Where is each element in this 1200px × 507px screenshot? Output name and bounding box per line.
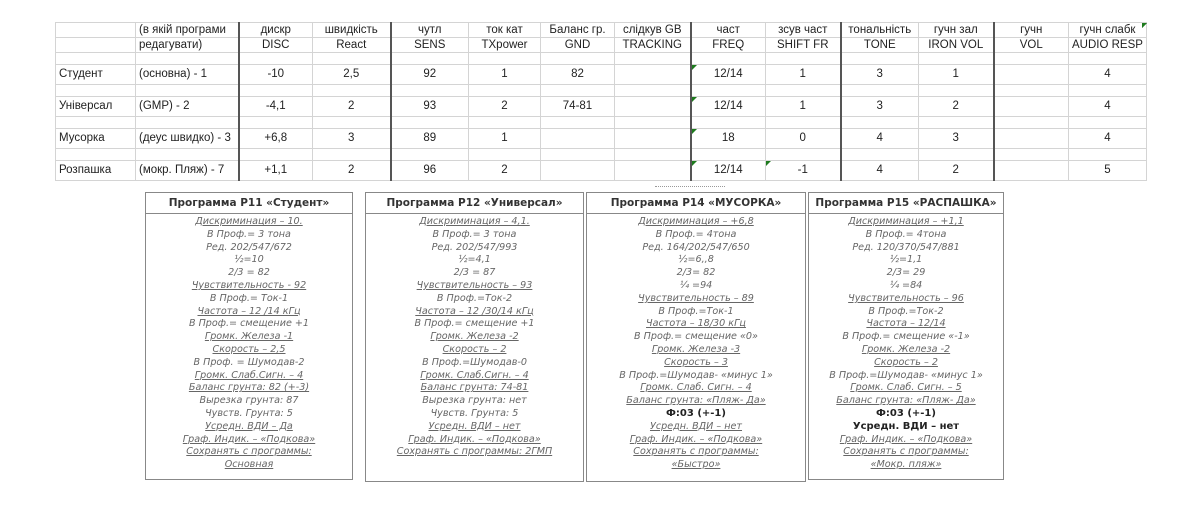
setting-line: В Проф.= Ток-1 [209, 292, 289, 304]
cell[interactable] [1069, 149, 1147, 161]
setting-line: 2/3 = 87 [453, 267, 496, 279]
setting-line: Дискриминация – 10. [195, 216, 303, 227]
cell[interactable] [56, 23, 136, 38]
setting-line: 2/3= 29 [886, 267, 926, 279]
setting-line: Чувствительность – 89 [638, 292, 754, 304]
cell[interactable] [615, 85, 691, 97]
setting-line: ½=6,,8 [678, 254, 714, 266]
setting-line: ¼ =84 [889, 279, 923, 291]
cell[interactable]: 4 [1069, 65, 1147, 85]
setting-line: Частота – 12 /14 кГц [197, 305, 301, 317]
cell[interactable] [615, 117, 691, 129]
cell[interactable]: 4 [841, 161, 919, 181]
cell[interactable] [541, 117, 615, 129]
cell[interactable]: -1 [766, 161, 841, 181]
cell[interactable]: 0 [766, 129, 841, 149]
cell[interactable]: TRACKING [615, 38, 691, 53]
table-row [56, 65, 1147, 85]
setting-line: Дискриминация – +6,8 [638, 216, 754, 227]
blank-row [56, 53, 1147, 65]
cell[interactable]: 18 [691, 129, 766, 149]
setting-line: Чувств. Грунта: 5 [205, 407, 293, 419]
cell[interactable] [691, 149, 766, 161]
setting-line: В Проф.= смещение +1 [414, 318, 535, 330]
program-card-p15 [808, 192, 1004, 480]
cell[interactable]: SENS [391, 38, 469, 53]
setting-line: Громк. Слаб. Сигн. – 4 [640, 382, 752, 394]
cell[interactable]: -10 [239, 65, 313, 85]
cell[interactable] [56, 38, 136, 53]
cell[interactable]: гучн слабк [1069, 23, 1147, 38]
blank-row [56, 85, 1147, 97]
setting-line: Ред. 164/202/547/650 [642, 241, 750, 253]
cell[interactable]: гучн зал [919, 23, 994, 38]
cell[interactable]: (деус швидко) - 3 [136, 129, 239, 149]
cell[interactable]: част [691, 23, 766, 38]
cell[interactable]: TONE [841, 38, 919, 53]
cell[interactable] [766, 85, 841, 97]
cell[interactable] [994, 53, 1069, 65]
cell[interactable]: 1 [919, 65, 994, 85]
cell[interactable] [313, 53, 391, 65]
cell[interactable]: чутл [391, 23, 469, 38]
setting-line: Ред. 202/547/993 [431, 241, 518, 253]
setting-line: В Проф.=Шумодав- «минус 1» [619, 369, 773, 381]
cell[interactable]: Розпашка [56, 161, 136, 181]
setting-line: Скорость – 2,5 [212, 343, 286, 355]
cell[interactable] [994, 149, 1069, 161]
setting-line: Ф:03 (+-1) [666, 407, 726, 419]
cell[interactable]: DISC [239, 38, 313, 53]
cell[interactable]: (в якій програми [136, 23, 239, 38]
setting-line: Частота – 12 /30/14 кГц [415, 305, 534, 317]
cell[interactable]: 1 [766, 97, 841, 117]
setting-line: Баланс грунта: 82 (+-3) [188, 382, 310, 394]
cell[interactable] [541, 161, 615, 181]
cell[interactable]: 1 [766, 65, 841, 85]
cell[interactable] [919, 149, 994, 161]
cell[interactable] [919, 117, 994, 129]
cell[interactable] [469, 117, 541, 129]
setting-line: Дискриминация – 4,1. [419, 216, 530, 227]
setting-line: Вырезка грунта: 87 [199, 395, 299, 407]
setting-line: В Проф.= 3 тона [432, 228, 517, 240]
cell[interactable] [239, 149, 313, 161]
cell[interactable]: ток кат [469, 23, 541, 38]
setting-line: Чувствительность - 92 [191, 279, 307, 291]
setting-line: Громк. Железа -1 [204, 331, 294, 343]
setting-line: Усредн. ВДИ – нет [428, 420, 521, 432]
cell[interactable]: 2 [469, 161, 541, 181]
cell[interactable] [994, 129, 1069, 149]
cell[interactable]: гучн [994, 23, 1069, 38]
cell[interactable] [136, 53, 239, 65]
cell[interactable]: швидкість [313, 23, 391, 38]
cell[interactable]: 3 [313, 129, 391, 149]
cell[interactable] [469, 149, 541, 161]
setting-line: Громк. Железа -2 [861, 343, 951, 355]
cell[interactable]: тональність [841, 23, 919, 38]
card-body [146, 214, 352, 472]
cell[interactable] [994, 97, 1069, 117]
setting-line: Вырезка грунта: нет [422, 395, 527, 407]
cell[interactable]: (мокр. Пляж) - 7 [136, 161, 239, 181]
setting-line: ½=4,1 [458, 254, 491, 266]
cell[interactable]: 2,5 [313, 65, 391, 85]
cell[interactable] [136, 117, 239, 129]
setting-line: Чувствительность – 93 [416, 279, 533, 291]
cell[interactable] [56, 53, 136, 65]
setting-line: В Проф.= смещение «0» [634, 331, 758, 343]
cell[interactable]: 2 [919, 161, 994, 181]
cell[interactable] [541, 53, 615, 65]
cell[interactable] [766, 53, 841, 65]
cell[interactable] [1069, 53, 1147, 65]
cell[interactable] [691, 117, 766, 129]
setting-line: Громк. Слаб.Сигн. – 4 [194, 369, 304, 381]
cell[interactable]: 4 [1069, 129, 1147, 149]
cell[interactable]: 12/14 [691, 161, 766, 181]
blank-row [56, 149, 1147, 161]
cell[interactable]: 4 [1069, 97, 1147, 117]
cell[interactable]: редагувати) [136, 38, 239, 53]
setting-line: Громк. Железа -3 [651, 343, 741, 355]
cell[interactable]: 89 [391, 129, 469, 149]
card-body [366, 214, 583, 459]
cell[interactable] [136, 149, 239, 161]
cell[interactable] [391, 85, 469, 97]
cell[interactable] [391, 53, 469, 65]
cell[interactable]: React [313, 38, 391, 53]
cell[interactable] [56, 117, 136, 129]
cell[interactable]: Студент [56, 65, 136, 85]
settings-spreadsheet [55, 22, 1147, 181]
program-card-p12 [365, 192, 584, 482]
cell[interactable]: GND [541, 38, 615, 53]
cell[interactable] [919, 85, 994, 97]
cell[interactable] [239, 117, 313, 129]
setting-line: В Проф. = Шумодав-2 [193, 356, 305, 368]
cell[interactable]: 2 [469, 97, 541, 117]
setting-line: ½=10 [234, 254, 264, 266]
setting-line: Громк. Железа -2 [430, 331, 519, 343]
cell[interactable] [766, 149, 841, 161]
setting-line: Скорость – 2 [442, 343, 507, 355]
table-row [56, 161, 1147, 181]
setting-line: 2/3 = 82 [228, 267, 270, 279]
cell[interactable] [615, 129, 691, 149]
cell[interactable]: SHIFT FR [766, 38, 841, 53]
cell[interactable] [541, 149, 615, 161]
setting-line: В Проф.=Ток-2 [868, 305, 944, 317]
cell[interactable]: 3 [841, 65, 919, 85]
setting-line: Основная [224, 459, 274, 471]
setting-line: Скорость – 3 [664, 356, 728, 368]
card-title: Программа Р11 «Студент» [146, 193, 352, 214]
setting-line: «Быстро» [671, 459, 721, 471]
setting-line: Граф. Индик. – «Подкова» [408, 433, 541, 445]
card-title: Программа Р15 «РАСПАШКА» [809, 193, 1003, 214]
setting-line: Сохранять с программы: [843, 446, 969, 458]
program-card-p11 [145, 192, 353, 480]
setting-line: Граф. Индик. – «Подкова» [839, 433, 973, 445]
cell[interactable]: 74-81 [541, 97, 615, 117]
cell[interactable]: IRON VOL [919, 38, 994, 53]
header-row [56, 38, 1147, 53]
table-row [56, 129, 1147, 149]
cell[interactable] [766, 117, 841, 129]
cell[interactable] [994, 85, 1069, 97]
setting-line: ½=1,1 [889, 254, 923, 266]
cell[interactable] [691, 85, 766, 97]
cell[interactable]: слідкув GB [615, 23, 691, 38]
card-body [809, 214, 1003, 472]
cell[interactable] [615, 149, 691, 161]
cell[interactable] [56, 85, 136, 97]
cell[interactable] [313, 117, 391, 129]
cell[interactable] [615, 65, 691, 85]
cell[interactable]: 92 [391, 65, 469, 85]
cell[interactable] [615, 97, 691, 117]
setting-line: Граф. Индик. – «Подкова» [629, 433, 763, 445]
cell[interactable]: 1 [469, 65, 541, 85]
setting-line: Баланс грунта: «Пляж- Да» [626, 395, 766, 407]
cell[interactable] [239, 85, 313, 97]
setting-line: Частота – 18/30 кГц [646, 318, 746, 330]
setting-line: Чувств. Грунта: 5 [430, 407, 519, 419]
cell[interactable]: +1,1 [239, 161, 313, 181]
setting-line: Усредн. ВДИ – Да [205, 420, 293, 432]
cell[interactable]: Універсал [56, 97, 136, 117]
setting-line: В Проф.= смещение «-1» [842, 331, 970, 343]
cell[interactable]: Баланс гр. [541, 23, 615, 38]
cell[interactable]: TXpower [469, 38, 541, 53]
setting-line: Ред. 202/547/672 [206, 241, 292, 253]
cell[interactable]: 96 [391, 161, 469, 181]
cell[interactable] [841, 85, 919, 97]
cell[interactable] [469, 85, 541, 97]
cell[interactable] [841, 149, 919, 161]
setting-line: Баланс грунта: 74-81 [420, 382, 529, 394]
cell[interactable] [691, 53, 766, 65]
cell[interactable]: 3 [841, 97, 919, 117]
cell[interactable] [994, 65, 1069, 85]
setting-line: Громк. Слаб. Сигн. – 5 [850, 382, 962, 394]
cell[interactable] [994, 161, 1069, 181]
setting-line: Усредн. ВДИ – нет [649, 420, 743, 432]
setting-line: В Проф.= 4тона [655, 228, 737, 240]
cell[interactable]: VOL [994, 38, 1069, 53]
setting-line: В Проф.=Ток-2 [436, 292, 513, 304]
setting-line: Граф. Индик. – «Подкова» [182, 433, 316, 445]
cell[interactable]: зсув част [766, 23, 841, 38]
setting-line: Скорость – 2 [874, 356, 938, 368]
setting-line: В Проф.=Ток-1 [658, 305, 734, 317]
setting-line: ¼ =94 [679, 279, 713, 291]
card-title: Программа Р14 «МУСОРКА» [587, 193, 805, 214]
cell[interactable]: 82 [541, 65, 615, 85]
cell[interactable] [469, 53, 541, 65]
cell[interactable] [541, 85, 615, 97]
blank-row [56, 117, 1147, 129]
cell[interactable] [841, 53, 919, 65]
setting-line: Сохранять с программы: 2ГМП [396, 446, 553, 458]
cell[interactable] [313, 149, 391, 161]
cell[interactable]: -4,1 [239, 97, 313, 117]
cell[interactable]: +6,8 [239, 129, 313, 149]
setting-line: Сохранять с программы: [186, 446, 312, 458]
cell[interactable]: Мусорка [56, 129, 136, 149]
cell[interactable] [391, 117, 469, 129]
cell[interactable] [1069, 117, 1147, 129]
table-row [56, 97, 1147, 117]
setting-line: Усредн. ВДИ – нет [852, 420, 960, 432]
setting-line: Дискриминация – +1,1 [848, 216, 964, 227]
cell[interactable]: 2 [313, 97, 391, 117]
cell[interactable]: дискр [239, 23, 313, 38]
setting-line: Чувствительность – 96 [848, 292, 964, 304]
cell[interactable]: 12/14 [691, 65, 766, 85]
cell[interactable]: 93 [391, 97, 469, 117]
cell[interactable] [919, 53, 994, 65]
setting-line: «Мокр. пляж» [870, 459, 942, 471]
cell[interactable] [615, 53, 691, 65]
header-row [56, 23, 1147, 38]
setting-line: В Проф.=Шумодав-0 [422, 356, 527, 368]
setting-line: Ф:03 (+-1) [876, 407, 936, 419]
setting-line: Баланс грунта: «Пляж- Да» [836, 395, 976, 407]
cell[interactable] [56, 149, 136, 161]
cell[interactable] [313, 85, 391, 97]
setting-line: В Проф.= смещение +1 [188, 318, 310, 330]
card-body [587, 214, 805, 472]
cell[interactable]: 5 [1069, 161, 1147, 181]
setting-line: 2/3= 82 [676, 267, 716, 279]
cell[interactable] [136, 85, 239, 97]
setting-line: Сохранять с программы: [633, 446, 759, 458]
setting-line: Частота – 12/14 [866, 318, 946, 330]
cell[interactable]: FREQ [691, 38, 766, 53]
cell[interactable]: 4 [841, 129, 919, 149]
cell[interactable] [541, 129, 615, 149]
card-title: Программа Р12 «Универсал» [366, 193, 583, 214]
setting-line: В Проф.=Шумодав- «минус 1» [829, 369, 983, 381]
cell[interactable]: (GMP) - 2 [136, 97, 239, 117]
cell[interactable]: 2 [919, 97, 994, 117]
setting-line: Громк. Слаб.Сигн. – 4 [420, 369, 529, 381]
cell[interactable] [391, 149, 469, 161]
cell[interactable] [994, 117, 1069, 129]
cell[interactable]: 12/14 [691, 97, 766, 117]
cell[interactable]: AUDIO RESP [1069, 38, 1147, 53]
cell[interactable] [1069, 85, 1147, 97]
setting-line: Ред. 120/370/547/881 [852, 241, 960, 253]
cell[interactable] [841, 117, 919, 129]
cell[interactable]: 1 [469, 129, 541, 149]
cell[interactable]: 3 [919, 129, 994, 149]
setting-line: В Проф.= 4тона [865, 228, 947, 240]
cell[interactable]: (основна) - 1 [136, 65, 239, 85]
cell[interactable] [239, 53, 313, 65]
cell[interactable]: 2 [313, 161, 391, 181]
cell[interactable] [615, 161, 691, 181]
setting-line: В Проф.= 3 тона [207, 228, 291, 240]
program-card-p14 [586, 192, 806, 482]
divider [655, 186, 725, 187]
